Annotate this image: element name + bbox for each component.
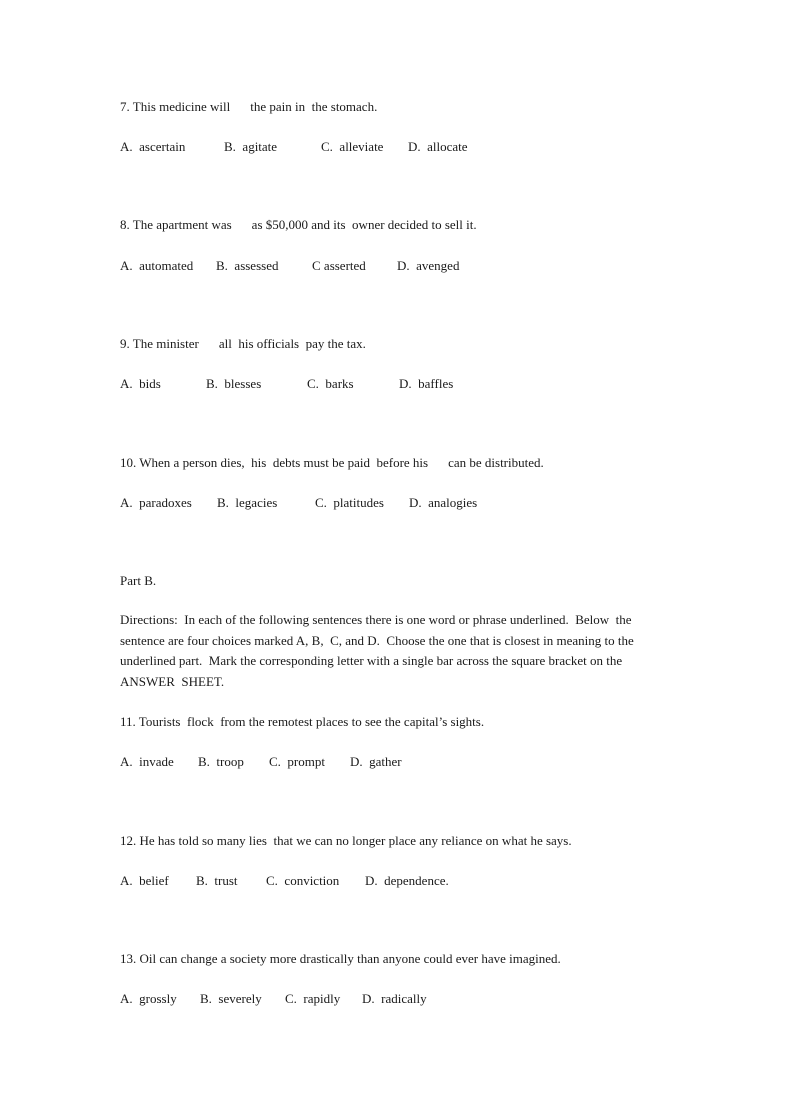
option-a: A. belief (120, 873, 169, 888)
option-c: C. conviction (266, 873, 340, 888)
option-b: B. assessed (216, 258, 279, 273)
option-c: C. platitudes (315, 495, 384, 510)
option-c: C. rapidly (285, 991, 341, 1006)
option-d: D. baffles (399, 376, 454, 391)
option-a: A. bids (120, 376, 161, 391)
directions-line-4: ANSWER SHEET. (120, 674, 225, 690)
option-d: D. allocate (408, 139, 468, 154)
question-11-options (120, 754, 680, 770)
option-a: A. ascertain (120, 139, 186, 154)
question-7-stem (120, 99, 377, 115)
option-a: A. grossly (120, 991, 177, 1006)
option-b: B. agitate (224, 139, 278, 154)
question-12-options (120, 873, 680, 889)
option-c: C asserted (312, 258, 366, 273)
question-10-stem (120, 455, 544, 471)
question-7-options (120, 139, 680, 155)
stem-after: the pain in the stomach. (250, 99, 378, 114)
option-d: D. dependence. (365, 873, 449, 888)
question-8-options (120, 258, 680, 274)
part-b-directions (120, 610, 680, 693)
stem-before: 7. This medicine will (120, 99, 231, 114)
question-12-stem: 12. He has told so many lies that we can no longer place any reliance on what he says. (120, 833, 572, 848)
stem-before: 10. When a person dies, his debts must be paid before his (120, 455, 429, 470)
stem-after: as $50,000 and its owner decided to sell it. (251, 217, 477, 232)
option-a: A. automated (120, 258, 194, 273)
option-b: B. blesses (206, 376, 262, 391)
question-10-options (120, 495, 680, 511)
option-b: B. legacies (217, 495, 278, 510)
question-13-stem: 13. Oil can change a society more drastically than anyone could ever have imagined. (120, 951, 561, 966)
directions-line-2: sentence are four choices marked A, B, C, and D. Choose the one that is closest in meaning to the (120, 632, 634, 648)
directions-line-1: Directions: In each of the following sentences there is one word or phrase underlined. Below the (120, 612, 632, 627)
option-c: C. barks (307, 376, 354, 391)
option-d: D. radically (362, 991, 427, 1006)
stem-before: 8. The apartment was (120, 217, 232, 232)
question-9-options (120, 376, 680, 392)
option-b: B. trust (196, 873, 238, 888)
directions-line-3: underlined part. Mark the corresponding letter with a single bar across the square bracket on the (120, 653, 623, 669)
option-c: C. prompt (269, 754, 325, 769)
question-13-options (120, 991, 680, 1007)
option-d: D. gather (350, 754, 402, 769)
part-b-heading: Part B. (120, 573, 157, 588)
option-a: A. paradoxes (120, 495, 192, 510)
option-c: C. alleviate (321, 139, 384, 154)
option-d: D. analogies (409, 495, 478, 510)
question-9-stem (120, 336, 366, 352)
option-d: D. avenged (397, 258, 460, 273)
option-b: B. severely (200, 991, 262, 1006)
question-11-stem: 11. Tourists flock from the remotest places to see the capital’s sights. (120, 714, 485, 729)
stem-before: 9. The minister (120, 336, 199, 351)
option-b: B. troop (198, 754, 244, 769)
stem-after: can be distributed. (448, 455, 544, 470)
stem-after: all his officials pay the tax. (218, 336, 366, 351)
question-8-stem (120, 217, 477, 233)
option-a: A. invade (120, 754, 174, 769)
